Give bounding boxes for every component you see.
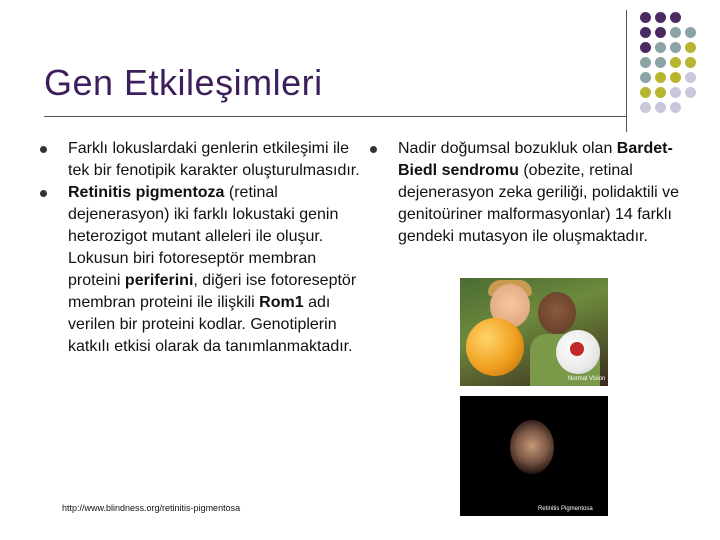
photo-ball (556, 330, 600, 374)
decorative-dot (685, 72, 696, 83)
normal-vision-photo (460, 278, 608, 386)
bold-term: periferini (124, 272, 194, 289)
decorative-dot (640, 42, 651, 53)
decorative-dot (655, 27, 666, 38)
decorative-dot (640, 87, 651, 98)
bullet-text: (retinal dejenerasyon) iki farklı lokustaki genin heterozigot mutant alleleri ile oluşur. Lokusun biri fotoreseptör membran proteini (68, 184, 339, 289)
bullet-item (40, 182, 360, 358)
decorative-dot (670, 102, 681, 113)
decorative-dot (655, 102, 666, 113)
decorative-dot (640, 12, 651, 23)
decorative-dot (670, 42, 681, 53)
decorative-dot (640, 102, 651, 113)
decorative-dot (655, 87, 666, 98)
decorative-dot (655, 12, 666, 23)
decorative-dot (640, 72, 651, 83)
decorative-dot (655, 72, 666, 83)
bullet-dot-icon (370, 146, 377, 153)
left-text-column (40, 138, 360, 358)
decorative-dot (670, 57, 681, 68)
decorative-dot (655, 42, 666, 53)
decorative-dot (640, 57, 651, 68)
decorative-dot (685, 42, 696, 53)
bold-term: Bardet-Biedl sendromu (398, 140, 673, 179)
source-url: http://www.blindness.org/retinitis-pigmentosa (62, 503, 241, 513)
decorative-dot (685, 87, 696, 98)
retinitis-pigmentosa-photo (460, 396, 608, 516)
bullet-item (370, 138, 690, 248)
decorative-dot (685, 27, 696, 38)
bullet-text: , diğeri ise fotoreseptör membran proteini ile ilişkili (68, 272, 357, 311)
photo-ball (466, 318, 524, 376)
right-text-column (370, 138, 690, 248)
corner-vertical-rule (626, 10, 627, 132)
title-underline (44, 116, 626, 117)
decorative-dot (685, 57, 696, 68)
decorative-dot (670, 12, 681, 23)
photo-figure (538, 292, 576, 334)
bullet-text: (obezite, retinal dejenerasyon zeka geriliği, polidaktili ve genitoüriner malformasyonlar) 14 farklı gendeki mutasyon ile oluşmaktadır. (398, 162, 680, 245)
photo-caption: Normal Vision (568, 376, 606, 382)
bullet-dot-icon (40, 190, 47, 197)
bold-term: Retinitis pigmentoza (68, 184, 225, 201)
bold-term: Rom1 (259, 294, 304, 311)
bullet-item (40, 138, 360, 182)
decorative-dot (655, 57, 666, 68)
decorative-dot (670, 72, 681, 83)
bullet-text: adı verilen bir proteini kodlar. Genotiplerin katkılı etkisi olarak da tanımlanmaktadır. (68, 294, 353, 355)
slide-title: Gen Etkileşimleri (44, 62, 323, 103)
bullet-text: Nadir doğumsal bozukluk olan (398, 140, 617, 157)
photo-caption: Retinitis Pigmentosa (538, 506, 593, 512)
photo-figure (510, 420, 554, 474)
bullet-text: Farklı lokuslardaki genlerin etkileşimi ile tek bir fenotipik karakter oluşturulmasıdır. (68, 140, 360, 179)
decorative-dot (670, 27, 681, 38)
decorative-dot (670, 87, 681, 98)
decorative-dot (640, 27, 651, 38)
bullet-dot-icon (40, 146, 47, 153)
